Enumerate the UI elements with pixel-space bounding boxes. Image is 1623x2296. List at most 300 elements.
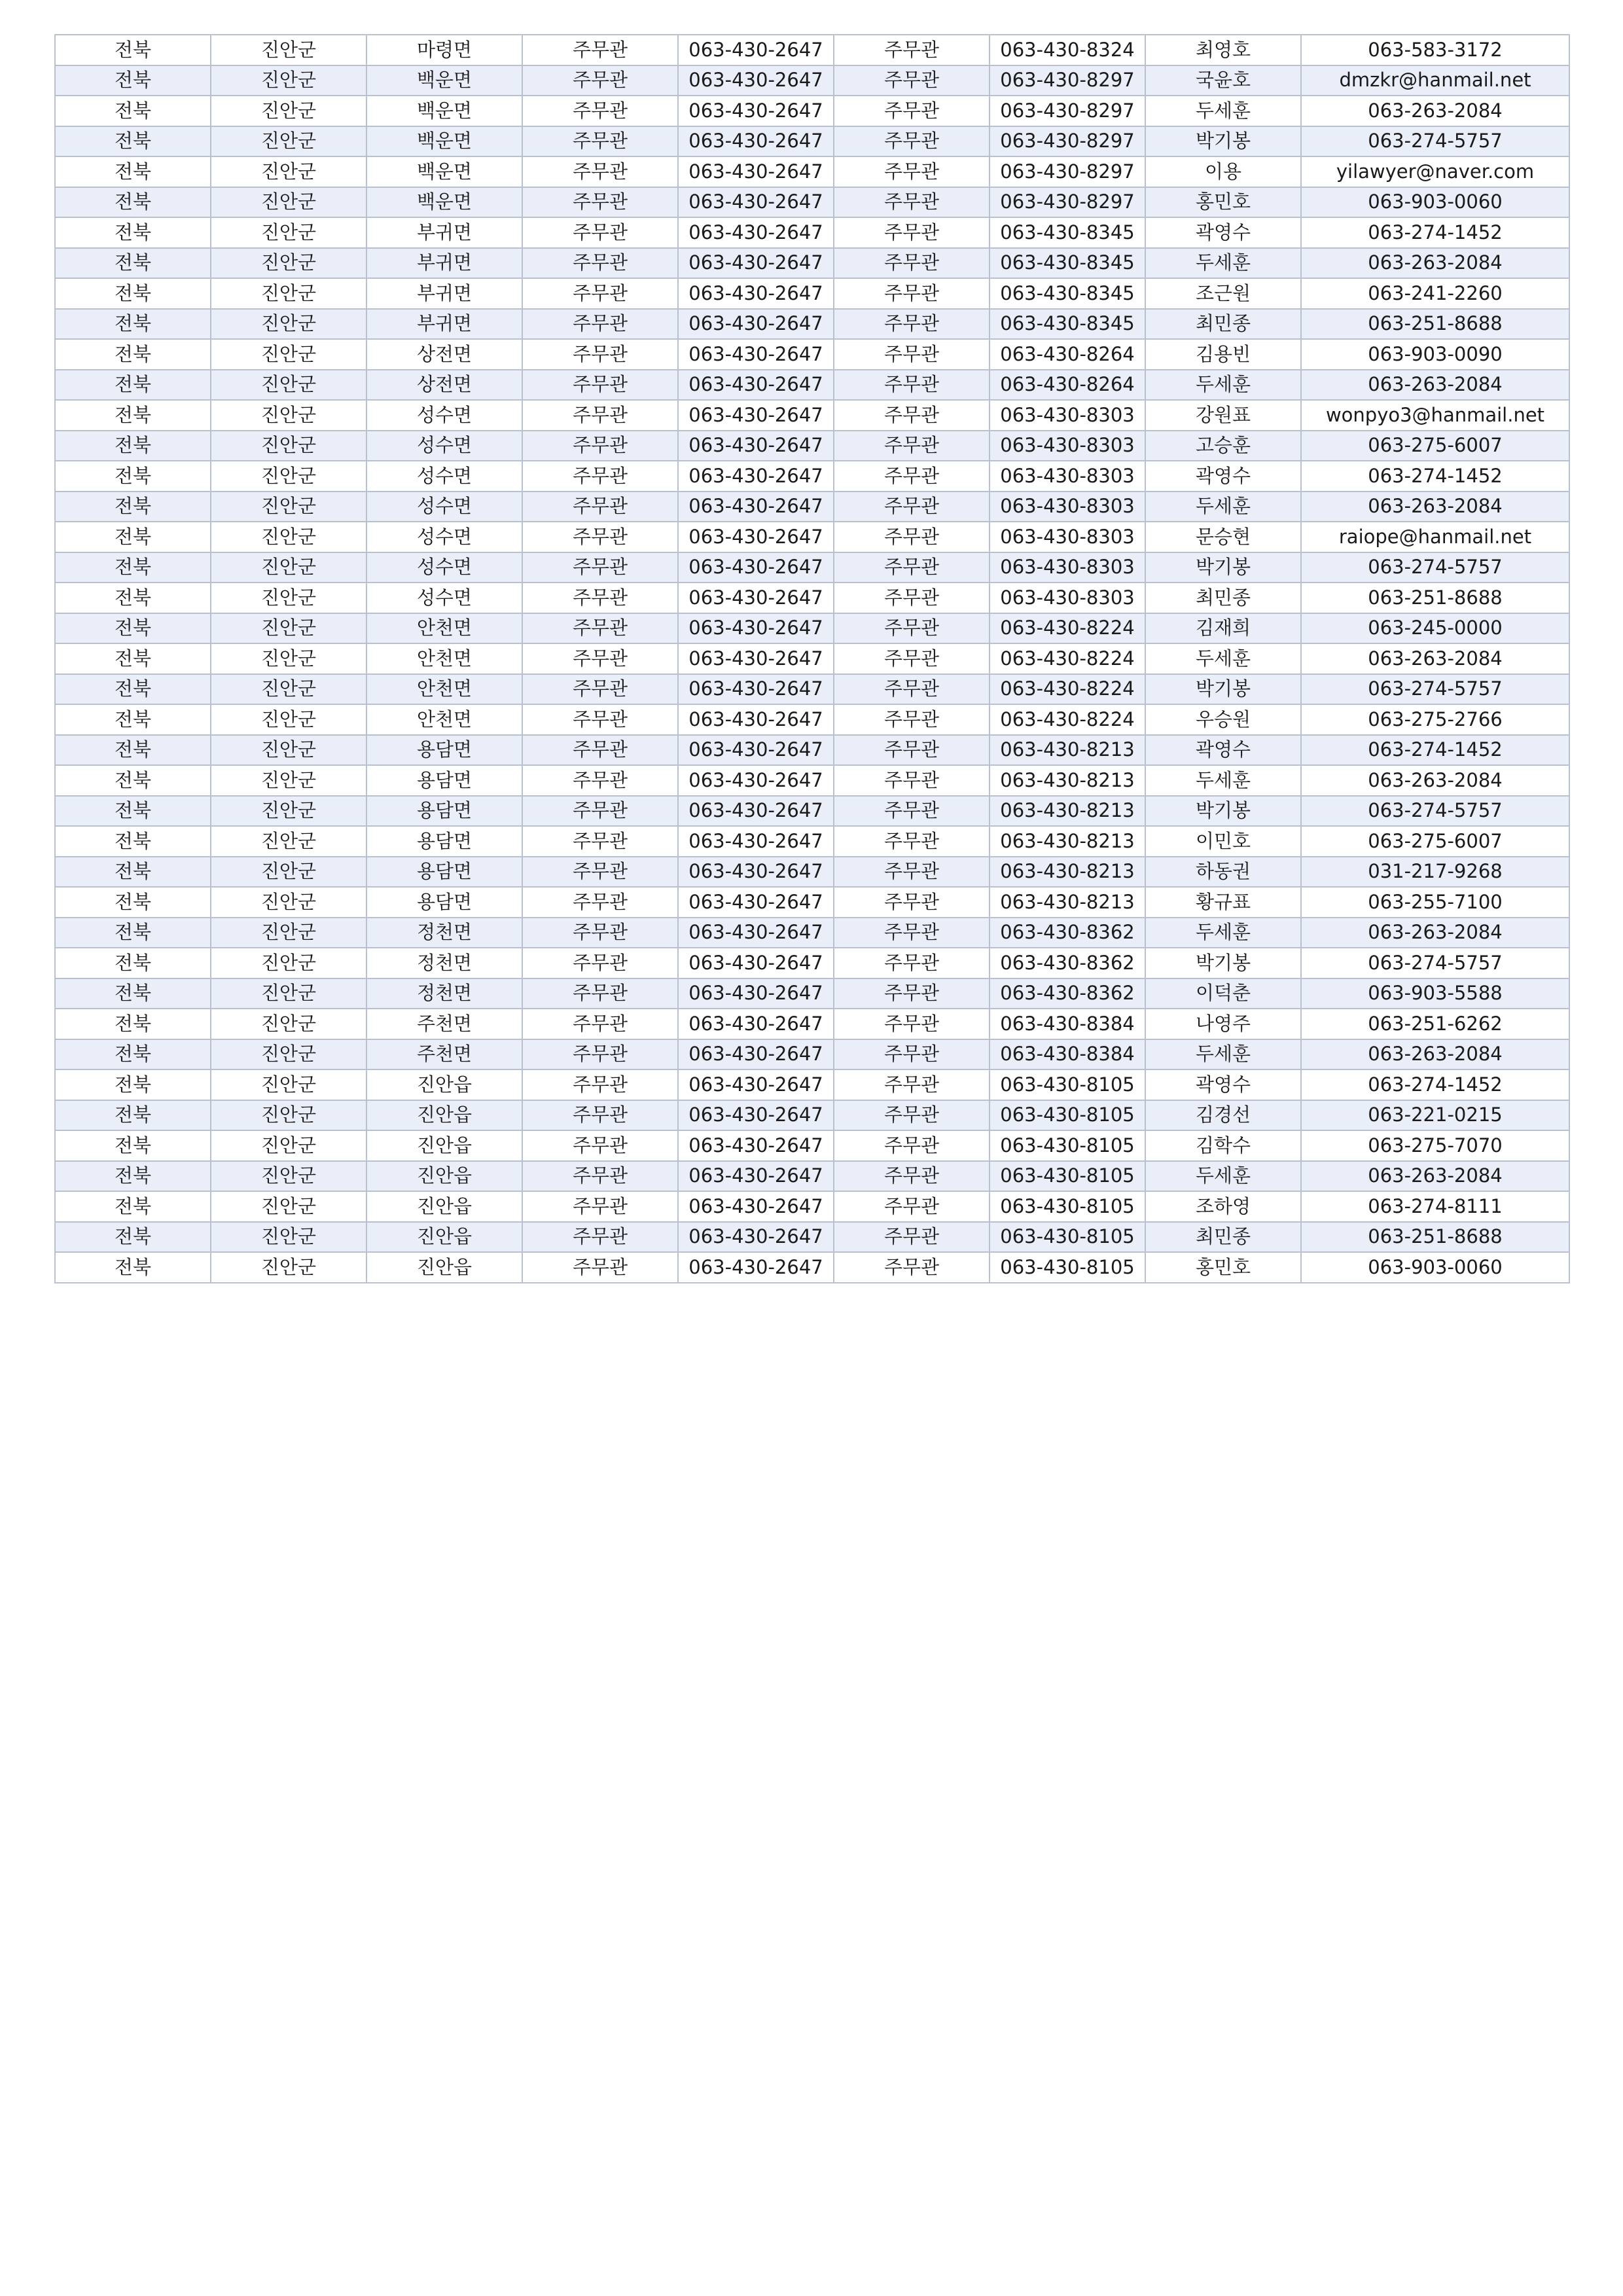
contact-info-cell: 063-274-5757: [1301, 674, 1569, 705]
name-cell: 이덕춘: [1145, 978, 1301, 1009]
contact-info-cell: dmzkr@hanmail.net: [1301, 65, 1569, 96]
county-cell: 진안군: [211, 1191, 366, 1222]
contact-role-cell: 주무관: [834, 1100, 990, 1131]
region-cell: 전북: [55, 674, 211, 705]
town-cell: 주천면: [366, 1009, 522, 1039]
table-row: [55, 887, 1569, 918]
table-row: [55, 187, 1569, 218]
town-cell: 안천면: [366, 643, 522, 674]
contact-role-cell: 주무관: [834, 126, 990, 157]
town-cell: 성수면: [366, 492, 522, 522]
table-row: [55, 248, 1569, 279]
office-phone-cell: 063-430-2647: [678, 948, 834, 978]
contact-info-cell: 063-263-2084: [1301, 96, 1569, 126]
table-row: [55, 65, 1569, 96]
office-phone-cell: 063-430-2647: [678, 248, 834, 279]
county-cell: 진안군: [211, 887, 366, 918]
county-cell: 진안군: [211, 643, 366, 674]
contact-info-cell: 063-274-1452: [1301, 1069, 1569, 1100]
region-cell: 전북: [55, 492, 211, 522]
region-cell: 전북: [55, 96, 211, 126]
region-cell: 전북: [55, 1191, 211, 1222]
contact-phone-cell: 063-430-8303: [990, 552, 1145, 583]
contact-phone-cell: 063-430-8105: [990, 1222, 1145, 1253]
contact-role-cell: 주무관: [834, 278, 990, 309]
contact-role-cell: 주무관: [834, 948, 990, 978]
contact-phone-cell: 063-430-8224: [990, 674, 1145, 705]
contact-phone-cell: 063-430-8105: [990, 1100, 1145, 1131]
office-phone-cell: 063-430-2647: [678, 156, 834, 187]
contact-phone-cell: 063-430-8384: [990, 1039, 1145, 1070]
contact-phone-cell: 063-430-8303: [990, 400, 1145, 431]
town-cell: 성수면: [366, 583, 522, 613]
table-row: [55, 492, 1569, 522]
contact-phone-cell: 063-430-8303: [990, 431, 1145, 461]
office-phone-cell: 063-430-2647: [678, 735, 834, 766]
contact-role-cell: 주무관: [834, 1161, 990, 1192]
contact-role-cell: 주무관: [834, 918, 990, 948]
name-cell: 두세훈: [1145, 643, 1301, 674]
name-cell: 홍민호: [1145, 187, 1301, 218]
county-cell: 진안군: [211, 278, 366, 309]
role-cell: 주무관: [522, 1009, 678, 1039]
region-cell: 전북: [55, 1009, 211, 1039]
name-cell: 황규표: [1145, 887, 1301, 918]
contact-info-cell: 063-274-1452: [1301, 217, 1569, 248]
contact-phone-cell: 063-430-8345: [990, 278, 1145, 309]
contact-role-cell: 주무관: [834, 583, 990, 613]
county-cell: 진안군: [211, 248, 366, 279]
role-cell: 주무관: [522, 339, 678, 370]
table-row: [55, 126, 1569, 157]
role-cell: 주무관: [522, 583, 678, 613]
name-cell: 박기봉: [1145, 796, 1301, 827]
name-cell: 최영호: [1145, 35, 1301, 65]
county-cell: 진안군: [211, 65, 366, 96]
region-cell: 전북: [55, 1222, 211, 1253]
name-cell: 하동권: [1145, 857, 1301, 888]
contact-phone-cell: 063-430-8264: [990, 339, 1145, 370]
contact-phone-cell: 063-430-8297: [990, 126, 1145, 157]
table-row: [55, 339, 1569, 370]
office-phone-cell: 063-430-2647: [678, 674, 834, 705]
contact-phone-cell: 063-430-8297: [990, 156, 1145, 187]
town-cell: 부귀면: [366, 248, 522, 279]
name-cell: 강원표: [1145, 400, 1301, 431]
contact-phone-cell: 063-430-8213: [990, 735, 1145, 766]
table-row: [55, 156, 1569, 187]
table-row: [55, 704, 1569, 735]
town-cell: 진안읍: [366, 1222, 522, 1253]
office-phone-cell: 063-430-2647: [678, 704, 834, 735]
table-row: [55, 583, 1569, 613]
office-phone-cell: 063-430-2647: [678, 35, 834, 65]
name-cell: 최민종: [1145, 1222, 1301, 1253]
town-cell: 상전면: [366, 370, 522, 401]
name-cell: 김경선: [1145, 1100, 1301, 1131]
contact-role-cell: 주무관: [834, 35, 990, 65]
county-cell: 진안군: [211, 431, 366, 461]
town-cell: 백운면: [366, 96, 522, 126]
contact-phone-cell: 063-430-8105: [990, 1130, 1145, 1161]
town-cell: 안천면: [366, 674, 522, 705]
contact-role-cell: 주무관: [834, 1130, 990, 1161]
table-row: [55, 918, 1569, 948]
contact-role-cell: 주무관: [834, 339, 990, 370]
region-cell: 전북: [55, 583, 211, 613]
contact-role-cell: 주무관: [834, 643, 990, 674]
contact-role-cell: 주무관: [834, 1252, 990, 1283]
region-cell: 전북: [55, 826, 211, 857]
name-cell: 두세훈: [1145, 370, 1301, 401]
name-cell: 김용빈: [1145, 339, 1301, 370]
contact-info-cell: 063-263-2084: [1301, 918, 1569, 948]
office-phone-cell: 063-430-2647: [678, 643, 834, 674]
contact-role-cell: 주무관: [834, 492, 990, 522]
town-cell: 성수면: [366, 461, 522, 492]
town-cell: 상전면: [366, 339, 522, 370]
contact-phone-cell: 063-430-8345: [990, 309, 1145, 340]
contact-role-cell: 주무관: [834, 978, 990, 1009]
region-cell: 전북: [55, 1130, 211, 1161]
contact-phone-cell: 063-430-8105: [990, 1069, 1145, 1100]
office-phone-cell: 063-430-2647: [678, 126, 834, 157]
role-cell: 주무관: [522, 461, 678, 492]
contact-phone-cell: 063-430-8345: [990, 248, 1145, 279]
contact-info-cell: 063-245-0000: [1301, 613, 1569, 644]
name-cell: 곽영수: [1145, 461, 1301, 492]
office-phone-cell: 063-430-2647: [678, 978, 834, 1009]
office-phone-cell: 063-430-2647: [678, 1009, 834, 1039]
office-phone-cell: 063-430-2647: [678, 370, 834, 401]
office-phone-cell: 063-430-2647: [678, 796, 834, 827]
contact-role-cell: 주무관: [834, 1039, 990, 1070]
contact-info-cell: 063-263-2084: [1301, 248, 1569, 279]
name-cell: 곽영수: [1145, 217, 1301, 248]
region-cell: 전북: [55, 978, 211, 1009]
table-row: [55, 826, 1569, 857]
region-cell: 전북: [55, 65, 211, 96]
contact-role-cell: 주무관: [834, 1069, 990, 1100]
table-body: [55, 35, 1569, 1283]
town-cell: 진안읍: [366, 1161, 522, 1192]
contact-info-cell: 063-251-8688: [1301, 583, 1569, 613]
name-cell: 국윤호: [1145, 65, 1301, 96]
contact-info-cell: 063-274-5757: [1301, 552, 1569, 583]
contact-info-cell: 063-903-5588: [1301, 978, 1569, 1009]
contact-role-cell: 주무관: [834, 735, 990, 766]
contact-info-cell: wonpyo3@hanmail.net: [1301, 400, 1569, 431]
role-cell: 주무관: [522, 1069, 678, 1100]
region-cell: 전북: [55, 339, 211, 370]
county-cell: 진안군: [211, 1009, 366, 1039]
role-cell: 주무관: [522, 217, 678, 248]
region-cell: 전북: [55, 461, 211, 492]
contact-role-cell: 주무관: [834, 1191, 990, 1222]
contact-phone-cell: 063-430-8303: [990, 522, 1145, 552]
name-cell: 문승현: [1145, 522, 1301, 552]
county-cell: 진안군: [211, 1161, 366, 1192]
county-cell: 진안군: [211, 613, 366, 644]
office-phone-cell: 063-430-2647: [678, 96, 834, 126]
region-cell: 전북: [55, 187, 211, 218]
town-cell: 진안읍: [366, 1100, 522, 1131]
name-cell: 조근원: [1145, 278, 1301, 309]
contact-phone-cell: 063-430-8105: [990, 1161, 1145, 1192]
region-cell: 전북: [55, 765, 211, 796]
region-cell: 전북: [55, 35, 211, 65]
region-cell: 전북: [55, 1039, 211, 1070]
county-cell: 진안군: [211, 400, 366, 431]
region-cell: 전북: [55, 552, 211, 583]
town-cell: 안천면: [366, 613, 522, 644]
contact-phone-cell: 063-430-8303: [990, 461, 1145, 492]
contact-phone-cell: 063-430-8213: [990, 796, 1145, 827]
contact-info-cell: 063-275-6007: [1301, 826, 1569, 857]
contact-role-cell: 주무관: [834, 613, 990, 644]
role-cell: 주무관: [522, 948, 678, 978]
contact-phone-cell: 063-430-8384: [990, 1009, 1145, 1039]
name-cell: 박기봉: [1145, 126, 1301, 157]
office-phone-cell: 063-430-2647: [678, 1039, 834, 1070]
town-cell: 용담면: [366, 765, 522, 796]
role-cell: 주무관: [522, 978, 678, 1009]
town-cell: 부귀면: [366, 278, 522, 309]
contact-info-cell: 063-263-2084: [1301, 643, 1569, 674]
region-cell: 전북: [55, 126, 211, 157]
table-row: [55, 674, 1569, 705]
contact-info-cell: 063-583-3172: [1301, 35, 1569, 65]
name-cell: 두세훈: [1145, 1039, 1301, 1070]
name-cell: 박기봉: [1145, 948, 1301, 978]
table-row: [55, 309, 1569, 340]
contact-table: [54, 34, 1570, 1283]
role-cell: 주무관: [522, 309, 678, 340]
county-cell: 진안군: [211, 857, 366, 888]
contact-phone-cell: 063-430-8303: [990, 583, 1145, 613]
office-phone-cell: 063-430-2647: [678, 857, 834, 888]
office-phone-cell: 063-430-2647: [678, 583, 834, 613]
contact-info-cell: 063-263-2084: [1301, 1161, 1569, 1192]
contact-phone-cell: 063-430-8213: [990, 765, 1145, 796]
office-phone-cell: 063-430-2647: [678, 1191, 834, 1222]
county-cell: 진안군: [211, 1100, 366, 1131]
town-cell: 안천면: [366, 704, 522, 735]
contact-role-cell: 주무관: [834, 309, 990, 340]
role-cell: 주무관: [522, 1161, 678, 1192]
region-cell: 전북: [55, 309, 211, 340]
office-phone-cell: 063-430-2647: [678, 278, 834, 309]
contact-phone-cell: 063-430-8105: [990, 1252, 1145, 1283]
role-cell: 주무관: [522, 613, 678, 644]
office-phone-cell: 063-430-2647: [678, 65, 834, 96]
name-cell: 김학수: [1145, 1130, 1301, 1161]
county-cell: 진안군: [211, 522, 366, 552]
region-cell: 전북: [55, 400, 211, 431]
table-row: [55, 1009, 1569, 1039]
county-cell: 진안군: [211, 1252, 366, 1283]
town-cell: 백운면: [366, 156, 522, 187]
contact-info-cell: yilawyer@naver.com: [1301, 156, 1569, 187]
role-cell: 주무관: [522, 674, 678, 705]
town-cell: 백운면: [366, 126, 522, 157]
county-cell: 진안군: [211, 552, 366, 583]
table-row: [55, 978, 1569, 1009]
name-cell: 박기봉: [1145, 552, 1301, 583]
office-phone-cell: 063-430-2647: [678, 552, 834, 583]
role-cell: 주무관: [522, 156, 678, 187]
county-cell: 진안군: [211, 1039, 366, 1070]
county-cell: 진안군: [211, 156, 366, 187]
office-phone-cell: 063-430-2647: [678, 1222, 834, 1253]
table-row: [55, 765, 1569, 796]
region-cell: 전북: [55, 887, 211, 918]
role-cell: 주무관: [522, 1100, 678, 1131]
name-cell: 곽영수: [1145, 1069, 1301, 1100]
town-cell: 부귀면: [366, 309, 522, 340]
town-cell: 부귀면: [366, 217, 522, 248]
contact-role-cell: 주무관: [834, 552, 990, 583]
contact-info-cell: 063-903-0060: [1301, 187, 1569, 218]
town-cell: 정천면: [366, 948, 522, 978]
town-cell: 용담면: [366, 735, 522, 766]
county-cell: 진안군: [211, 978, 366, 1009]
role-cell: 주무관: [522, 735, 678, 766]
role-cell: 주무관: [522, 796, 678, 827]
region-cell: 전북: [55, 1252, 211, 1283]
county-cell: 진안군: [211, 35, 366, 65]
name-cell: 고승훈: [1145, 431, 1301, 461]
office-phone-cell: 063-430-2647: [678, 1130, 834, 1161]
town-cell: 용담면: [366, 826, 522, 857]
contact-role-cell: 주무관: [834, 431, 990, 461]
role-cell: 주무관: [522, 887, 678, 918]
role-cell: 주무관: [522, 370, 678, 401]
table-row: [55, 96, 1569, 126]
role-cell: 주무관: [522, 126, 678, 157]
role-cell: 주무관: [522, 857, 678, 888]
county-cell: 진안군: [211, 918, 366, 948]
county-cell: 진안군: [211, 492, 366, 522]
office-phone-cell: 063-430-2647: [678, 1100, 834, 1131]
office-phone-cell: 063-430-2647: [678, 613, 834, 644]
role-cell: 주무관: [522, 492, 678, 522]
contact-phone-cell: 063-430-8224: [990, 613, 1145, 644]
contact-info-cell: 063-241-2260: [1301, 278, 1569, 309]
office-phone-cell: 063-430-2647: [678, 1161, 834, 1192]
county-cell: 진안군: [211, 704, 366, 735]
contact-role-cell: 주무관: [834, 522, 990, 552]
name-cell: 최민종: [1145, 583, 1301, 613]
role-cell: 주무관: [522, 278, 678, 309]
table-row: [55, 370, 1569, 401]
role-cell: 주무관: [522, 643, 678, 674]
table-row: [55, 217, 1569, 248]
contact-role-cell: 주무관: [834, 461, 990, 492]
office-phone-cell: 063-430-2647: [678, 431, 834, 461]
contact-info-cell: 063-251-8688: [1301, 309, 1569, 340]
region-cell: 전북: [55, 796, 211, 827]
contact-phone-cell: 063-430-8345: [990, 217, 1145, 248]
table-row: [55, 1252, 1569, 1283]
name-cell: 이용: [1145, 156, 1301, 187]
role-cell: 주무관: [522, 187, 678, 218]
region-cell: 전북: [55, 857, 211, 888]
office-phone-cell: 063-430-2647: [678, 217, 834, 248]
contact-role-cell: 주무관: [834, 765, 990, 796]
name-cell: 박기봉: [1145, 674, 1301, 705]
table-row: [55, 1069, 1569, 1100]
role-cell: 주무관: [522, 765, 678, 796]
town-cell: 성수면: [366, 400, 522, 431]
county-cell: 진안군: [211, 583, 366, 613]
office-phone-cell: 063-430-2647: [678, 918, 834, 948]
role-cell: 주무관: [522, 400, 678, 431]
office-phone-cell: 063-430-2647: [678, 522, 834, 552]
table-row: [55, 522, 1569, 552]
contact-phone-cell: 063-430-8362: [990, 948, 1145, 978]
town-cell: 용담면: [366, 857, 522, 888]
contact-info-cell: 063-251-8688: [1301, 1222, 1569, 1253]
contact-phone-cell: 063-430-8297: [990, 96, 1145, 126]
office-phone-cell: 063-430-2647: [678, 400, 834, 431]
name-cell: 우승원: [1145, 704, 1301, 735]
name-cell: 이민호: [1145, 826, 1301, 857]
region-cell: 전북: [55, 643, 211, 674]
town-cell: 주천면: [366, 1039, 522, 1070]
town-cell: 용담면: [366, 796, 522, 827]
contact-phone-cell: 063-430-8213: [990, 857, 1145, 888]
role-cell: 주무관: [522, 35, 678, 65]
contact-phone-cell: 063-430-8264: [990, 370, 1145, 401]
table-row: [55, 1222, 1569, 1253]
table-row: [55, 278, 1569, 309]
county-cell: 진안군: [211, 674, 366, 705]
table-row: [55, 948, 1569, 978]
county-cell: 진안군: [211, 948, 366, 978]
table-row: [55, 35, 1569, 65]
contact-phone-cell: 063-430-8105: [990, 1191, 1145, 1222]
table-row: [55, 1191, 1569, 1222]
role-cell: 주무관: [522, 65, 678, 96]
contact-phone-cell: 063-430-8224: [990, 704, 1145, 735]
contact-info-cell: 031-217-9268: [1301, 857, 1569, 888]
table-row: [55, 735, 1569, 766]
county-cell: 진안군: [211, 796, 366, 827]
region-cell: 전북: [55, 948, 211, 978]
town-cell: 진안읍: [366, 1191, 522, 1222]
region-cell: 전북: [55, 1100, 211, 1131]
contact-phone-cell: 063-430-8362: [990, 918, 1145, 948]
region-cell: 전북: [55, 278, 211, 309]
county-cell: 진안군: [211, 339, 366, 370]
table-row: [55, 643, 1569, 674]
name-cell: 홍민호: [1145, 1252, 1301, 1283]
contact-role-cell: 주무관: [834, 400, 990, 431]
office-phone-cell: 063-430-2647: [678, 1252, 834, 1283]
office-phone-cell: 063-430-2647: [678, 461, 834, 492]
town-cell: 마령면: [366, 35, 522, 65]
town-cell: 성수면: [366, 522, 522, 552]
contact-role-cell: 주무관: [834, 1009, 990, 1039]
contact-role-cell: 주무관: [834, 796, 990, 827]
contact-info-cell: 063-274-8111: [1301, 1191, 1569, 1222]
role-cell: 주무관: [522, 248, 678, 279]
town-cell: 진안읍: [366, 1130, 522, 1161]
town-cell: 진안읍: [366, 1069, 522, 1100]
county-cell: 진안군: [211, 187, 366, 218]
contact-role-cell: 주무관: [834, 887, 990, 918]
